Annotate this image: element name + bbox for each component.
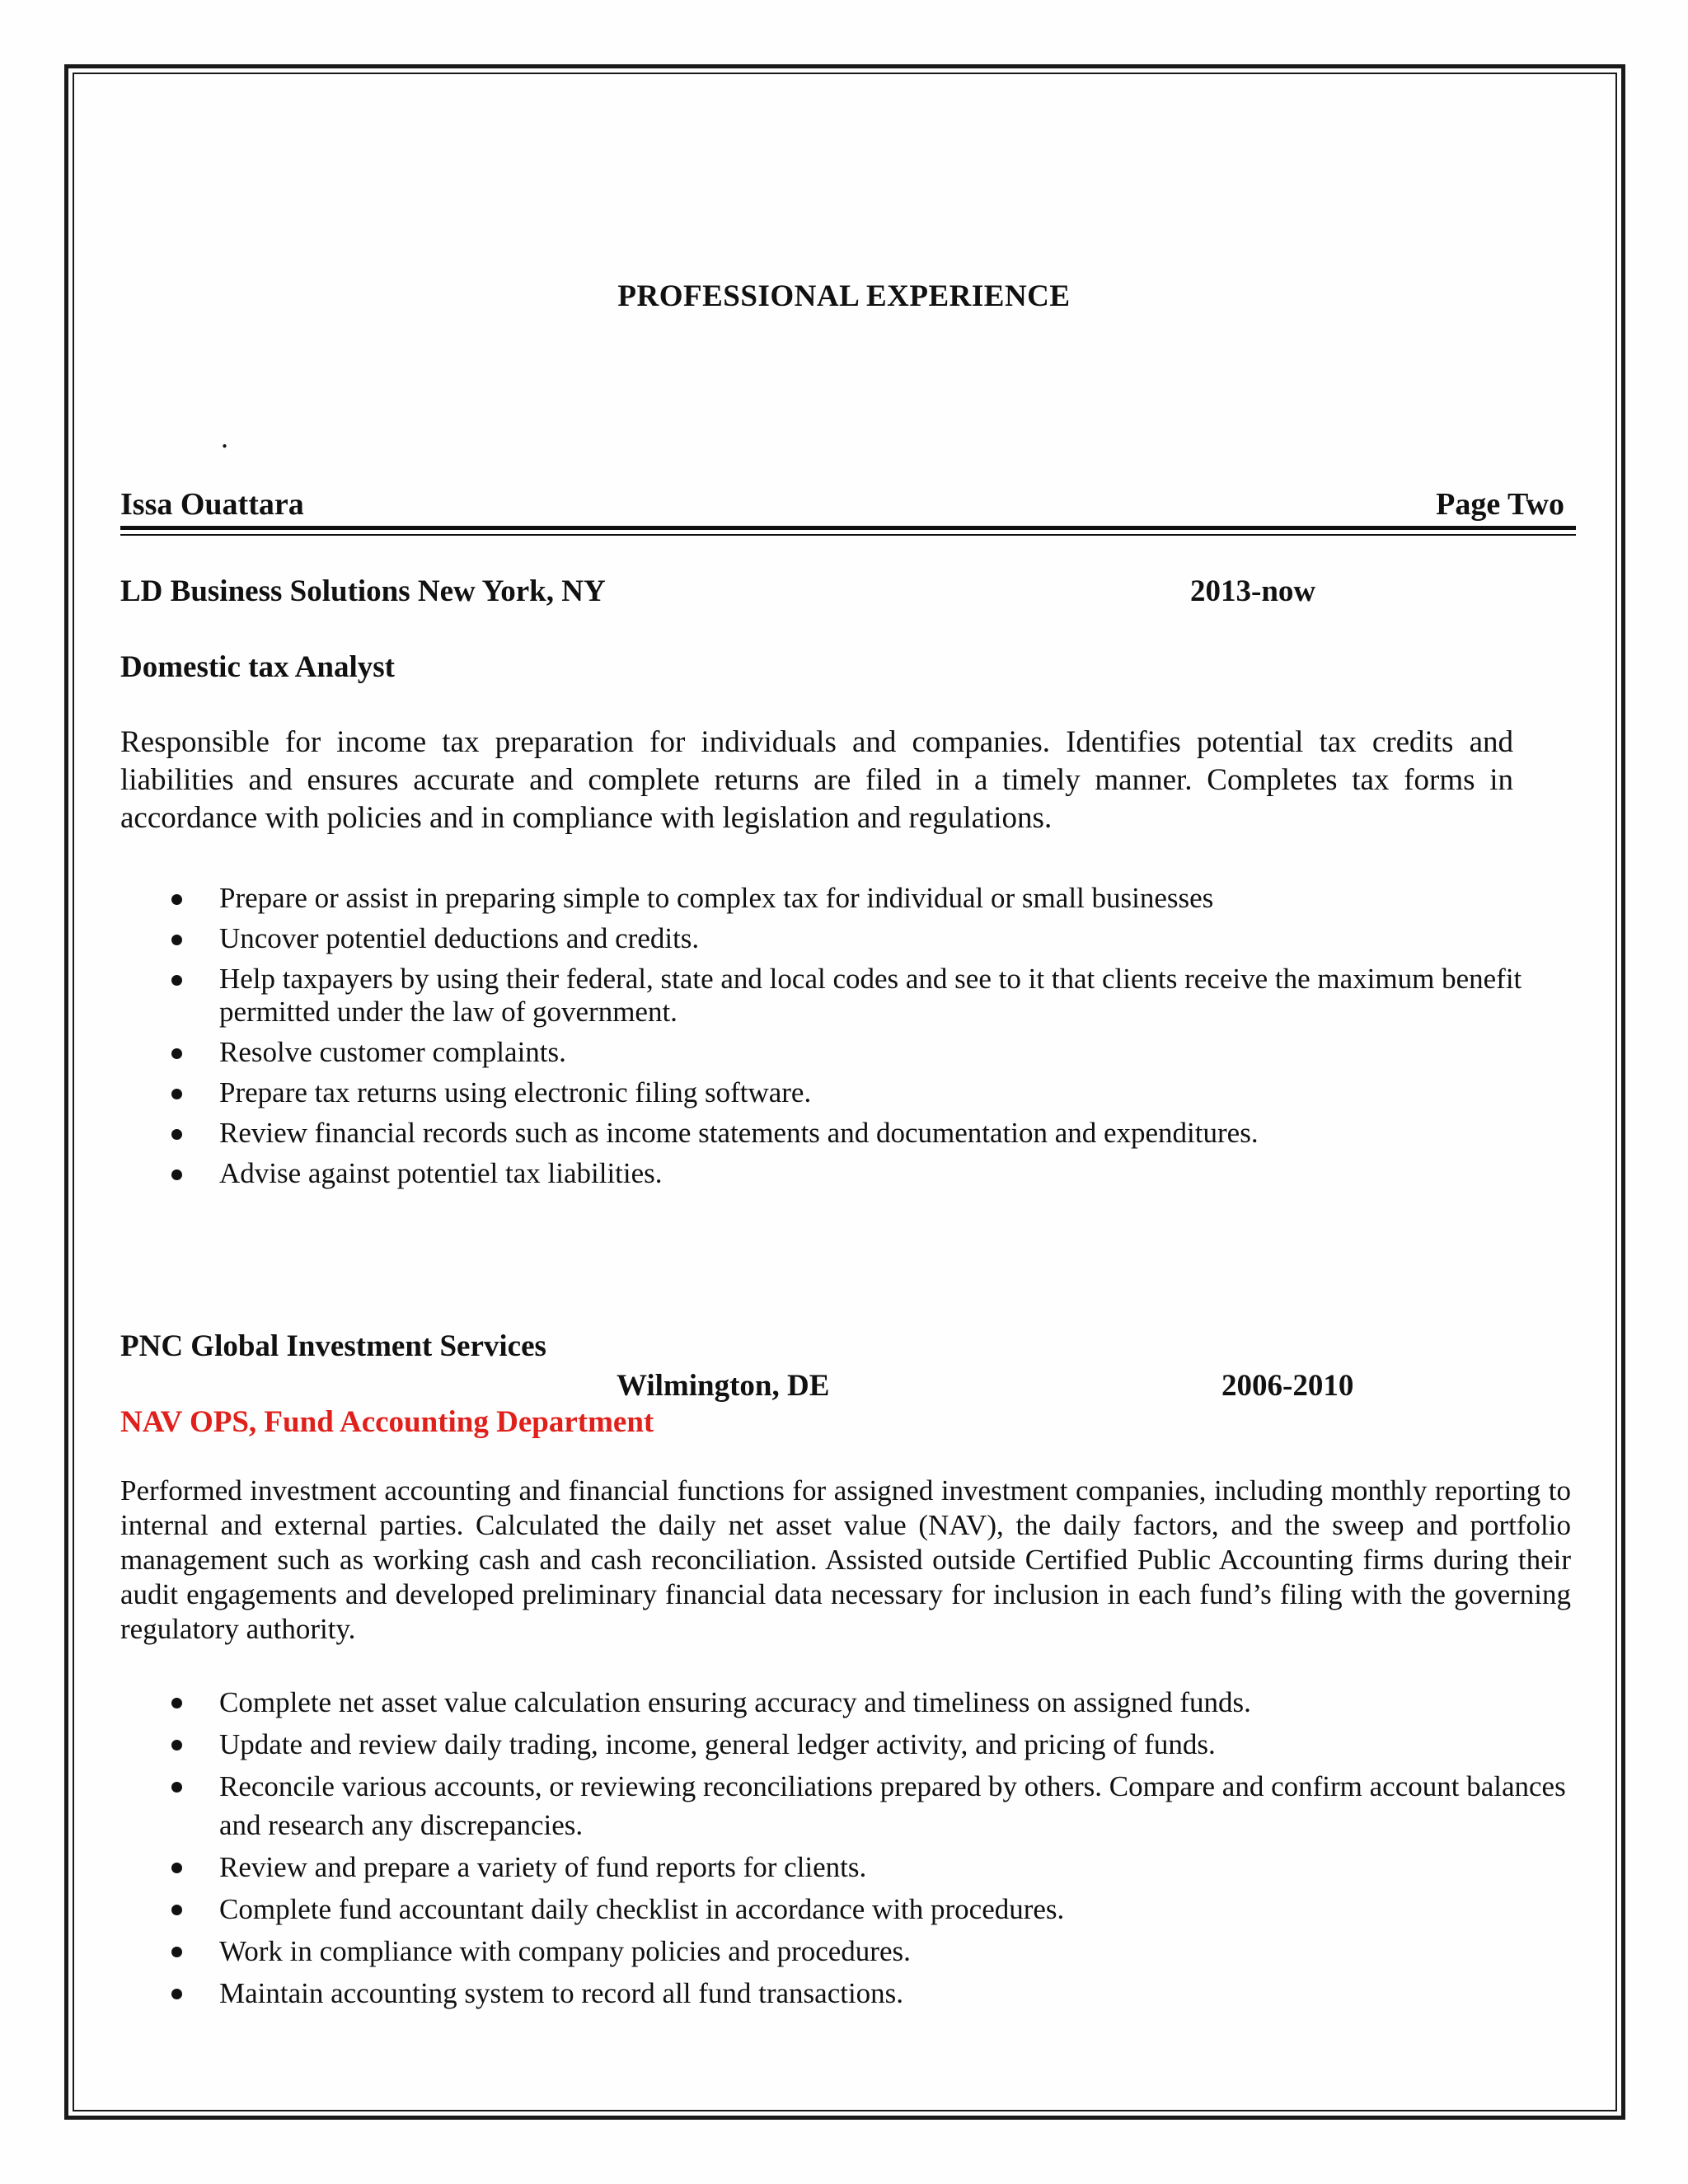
candidate-name: Issa Ouattara (120, 487, 304, 522)
list-item: Resolve customer complaints. (162, 1036, 1571, 1069)
job2-company: PNC Global Investment Services (120, 1329, 546, 1363)
section-heading: PROFESSIONAL EXPERIENCE (617, 279, 1071, 313)
job2-bullet-list (162, 1683, 1571, 2016)
job2-location: Wilmington, DE (617, 1369, 830, 1403)
job1-title: Domestic tax Analyst (120, 650, 395, 684)
list-item: Review financial records such as income statements and documentation and expenditures. (162, 1117, 1571, 1150)
job1-company-location: LD Business Solutions New York, NY (120, 574, 606, 608)
job1-bullet-list (162, 882, 1571, 1197)
list-item: Update and review daily trading, income, general ledger activity, and pricing of funds. (162, 1725, 1571, 1764)
job2-department: NAV OPS, Fund Accounting Department (120, 1405, 654, 1439)
list-item: Help taxpayers by using their federal, state and local codes and see to it that clients receive the maximum benefit permitted under the law of government. (162, 963, 1571, 1029)
list-item: Prepare or assist in preparing simple to complex tax for individual or small businesses (162, 882, 1571, 915)
list-item: Complete net asset value calculation ensuring accuracy and timeliness on assigned funds. (162, 1683, 1571, 1722)
list-item: Work in compliance with company policies and procedures. (162, 1932, 1571, 1971)
job2-summary: Performed investment accounting and financial functions for assigned investment companies, including monthly reporting to internal and external parties. Calculated the daily net asset value (NAV), the daily factors, and the sweep and portfolio management such as working cash and cash reconciliation. Assisted outside Certified Public Accounting firms during their audit engagements and developed preliminary financial data necessary for inclusion in each fund’s filing with the governing regulatory authority. (120, 1474, 1571, 1645)
header-rule-thick (120, 526, 1576, 530)
job1-summary: Responsible for income tax preparation for individuals and companies. Identifies potential tax credits and liabilities and ensures accurate and complete returns are filed in a timely manner. Completes tax forms in accordance with policies and in compliance with legislation and regulations. (120, 725, 1513, 835)
list-item: Reconcile various accounts, or reviewing reconciliations prepared by others. Compare and confirm account balances and research any discrepancies. (162, 1767, 1571, 1844)
list-item: Complete fund accountant daily checklist in accordance with procedures. (162, 1890, 1571, 1929)
list-item: Uncover potentiel deductions and credits. (162, 922, 1571, 955)
page-label: Page Two (1436, 487, 1564, 522)
list-item: Review and prepare a variety of fund reports for clients. (162, 1848, 1571, 1886)
job2-dates: 2006-2010 (1221, 1369, 1354, 1403)
list-item: Maintain accounting system to record all fund transactions. (162, 1974, 1571, 2013)
list-item: Prepare tax returns using electronic filing software. (162, 1076, 1571, 1109)
header-rule-thin (120, 534, 1576, 536)
list-item: Advise against potentiel tax liabilities. (162, 1157, 1571, 1190)
job1-dates: 2013-now (1190, 574, 1316, 608)
stray-dot: . (221, 421, 228, 454)
